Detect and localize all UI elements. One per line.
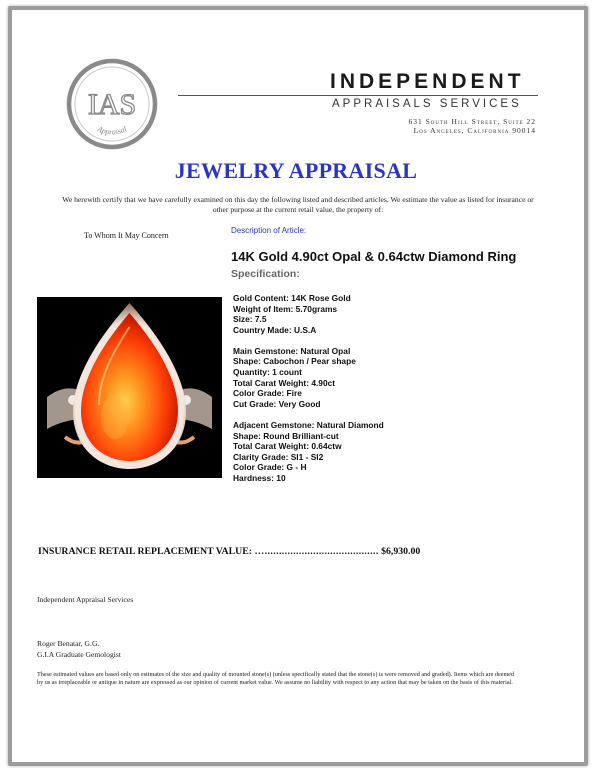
recipient: To Whom It May Concern <box>84 231 169 240</box>
metal-spec-group <box>233 293 384 335</box>
address-line-1: 631 South Hill Street, Suite 22 <box>408 117 536 126</box>
svg-text:Appraisal <box>95 124 129 137</box>
logo-monogram: IAS <box>87 88 137 121</box>
spec-line: Size: 7.5 <box>233 314 267 325</box>
signatory-name: Roger Benatar, G.G. <box>37 639 100 648</box>
firm-name: Independent Appraisal Services <box>37 595 134 604</box>
address-line-2: Los Angeles, California 90014 <box>413 126 536 135</box>
spec-line: Cut Grade: Very Good <box>233 398 321 409</box>
spec-line: Weight of Item: 5.70grams <box>233 303 338 314</box>
company-name: INDEPENDENT <box>330 70 525 93</box>
ias-logo <box>66 58 158 150</box>
replacement-value-line <box>38 546 420 557</box>
spec-line: Total Carat Weight: 4.90ct <box>233 377 336 388</box>
disclaimer-text: These estimated values are based only on estimates of the size and quality of mounted stone(s) (unless specifically stated that the stone(s) is were removed and graded). Items which are deemed by us as irreplaceable or antique in nature are expressed as our opinion of current market value. We assume no liability with respect to any action that may be taken on the basis of this material. <box>37 671 515 686</box>
logo-arc-text: Appraisal <box>95 124 129 137</box>
header-divider <box>178 95 538 96</box>
document-title: JEWELRY APPRAISAL <box>174 158 418 183</box>
spec-line: Clarity Grade: SI1 - SI2 <box>233 451 324 462</box>
signatory-credential: G.I.A Graduate Gemologist <box>37 650 121 659</box>
spec-line: Shape: Round Brilliant-cut <box>233 430 339 441</box>
spec-line: Color Grade: G - H <box>233 462 307 473</box>
description-label: Description of Article: <box>231 226 307 235</box>
spec-line: Adjacent Gemstone: Natural Diamond <box>233 419 384 430</box>
ring-photo <box>37 297 222 478</box>
specification-heading: Specification: <box>231 268 300 280</box>
spec-line: Shape: Cabochon / Pear shape <box>233 356 356 367</box>
spec-line: Quantity: 1 count <box>233 367 302 378</box>
adjacent-gemstone-spec-group <box>233 420 384 484</box>
main-gemstone-spec-group <box>233 346 384 410</box>
spec-line: Main Gemstone: Natural Opal <box>233 345 351 356</box>
replacement-value-label: INSURANCE RETAIL REPLACEMENT VALUE: <box>38 546 253 557</box>
spec-line: Gold Content: 14K Rose Gold <box>233 293 351 303</box>
spec-line: Color Grade: Fire <box>233 388 302 399</box>
replacement-value-amount: $6,930.00 <box>381 546 421 557</box>
certification-text: We herewith certify that we have carefully examined on this day the following listed and described articles. We estimate the value as listed for insurance or other purpose at the current retail value, the property of: <box>62 195 534 214</box>
company-subtitle: APPRAISALS SERVICES <box>332 98 522 110</box>
spec-line: Hardness: 10 <box>233 472 286 483</box>
spec-line: Country Made: U.S.A <box>233 324 317 335</box>
specifications-list <box>233 293 384 494</box>
article-title: 14K Gold 4.90ct Opal & 0.64ctw Diamond Ring <box>231 249 517 264</box>
value-leader-dots: …........................................ <box>254 546 379 557</box>
spec-line: Total Carat Weight: 0.64ctw <box>233 441 342 452</box>
